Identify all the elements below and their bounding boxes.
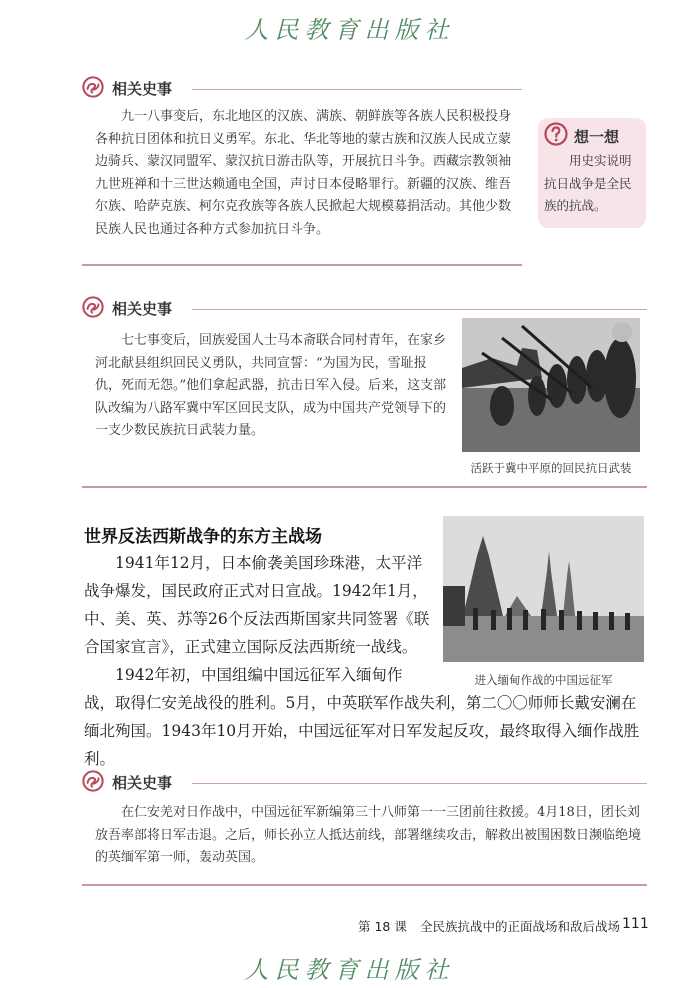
main-paragraph-2-rest: 战，取得仁安羌战役的胜利。5月，中英联军作战失利，第二〇〇师师长戴安澜在缅北殉国。1943年10月开始，中国远征军对日军发起反攻，最终取得入缅作战胜利。 xyxy=(84,694,640,768)
heading-divider xyxy=(192,309,647,310)
think-box xyxy=(538,118,646,228)
main-paragraph-1: 1941年12月，日本偷袭美国珍珠港，太平洋战争爆发，国民政府正式对日宣战。1942年1月，中、美、英、苏等26个反法西斯国家共同签署《联合国家宣言》，正式建立国际反法西斯统一战线。 xyxy=(84,554,430,656)
related-history-text-1: 九一八事变后，东北地区的汉族、满族、朝鲜族等各族人民积极投身各种抗日团体和抗日义勇军。东北、华北等地的蒙古族和汉族人民成立蒙边骑兵、蒙汉同盟军、蒙汉抗日游击队等，开展抗日斗争。西藏宗教领袖九世班禅和十三世达赖通电全国，声讨日本侵略罪行。新疆的汉族、维吾尔族、哈萨克族、柯尔克孜族等各族人民掀起大规模募捐活动。其他少数民族人民也通过各种方式参加抗日斗争。 xyxy=(95,109,512,237)
page-number: 111 xyxy=(622,916,649,932)
footer-lesson-title: 全民族抗战中的正面战场和敌后战场 xyxy=(420,919,621,934)
footer-lesson-number: 第 18 课 xyxy=(358,919,407,934)
photo-caption: 活跃于冀中平原的回民抗日武装 xyxy=(470,461,632,475)
related-history-header-3 xyxy=(82,770,647,796)
expedition-army-photo xyxy=(443,516,644,662)
heading-divider xyxy=(192,89,522,90)
publisher-header: 人民教育出版社 xyxy=(244,16,455,44)
question-icon xyxy=(544,122,568,146)
think-text: 用史实说明抗日战争是全民族的抗战。 xyxy=(544,153,632,213)
heading-divider xyxy=(192,783,647,784)
history-swirl-icon xyxy=(82,76,104,98)
related-history-text-2: 七七事变后，回族爱国人士马本斋联合同村青年，在家乡河北献县组织回民义勇队，共同宣誓：“为国为民，雪耻报仇，死而无怨。”他们拿起武器，抗击日军入侵。后来，这支部队改编为八路军冀中军区回民支队，成为中国共产党领导下的一支少数民族抗日武装力量。 xyxy=(95,333,447,438)
related-history-header-1 xyxy=(82,76,522,102)
history-swirl-icon xyxy=(82,770,104,792)
section-heading: 相关史事 xyxy=(112,80,173,98)
section-heading: 相关史事 xyxy=(112,300,173,318)
related-history-text-3: 在仁安羌对日作战中，中国远征军新编第三十八师第一一三团前往救援。4月18日，团长刘放吾率部将日军击退。之后，师长孙立人抵达前线，部署继续攻击，解救出被围困数日濒临绝境的英缅军第一师，轰动英国。 xyxy=(95,805,642,865)
publisher-footer: 人民教育出版社 xyxy=(244,956,455,984)
section-heading: 相关史事 xyxy=(112,774,173,792)
section-rule xyxy=(82,884,647,886)
section-title: 世界反法西斯战争的东方主战场 xyxy=(84,527,322,547)
section-rule xyxy=(82,486,647,488)
history-swirl-icon xyxy=(82,296,104,318)
main-paragraph-2-start: 1942年初，中国组编中国远征军入缅甸作 xyxy=(115,666,403,684)
section-rule xyxy=(82,264,522,266)
think-title: 想一想 xyxy=(574,128,620,146)
hui-militia-photo xyxy=(462,318,640,452)
photo-caption: 进入缅甸作战的中国远征军 xyxy=(474,673,613,687)
